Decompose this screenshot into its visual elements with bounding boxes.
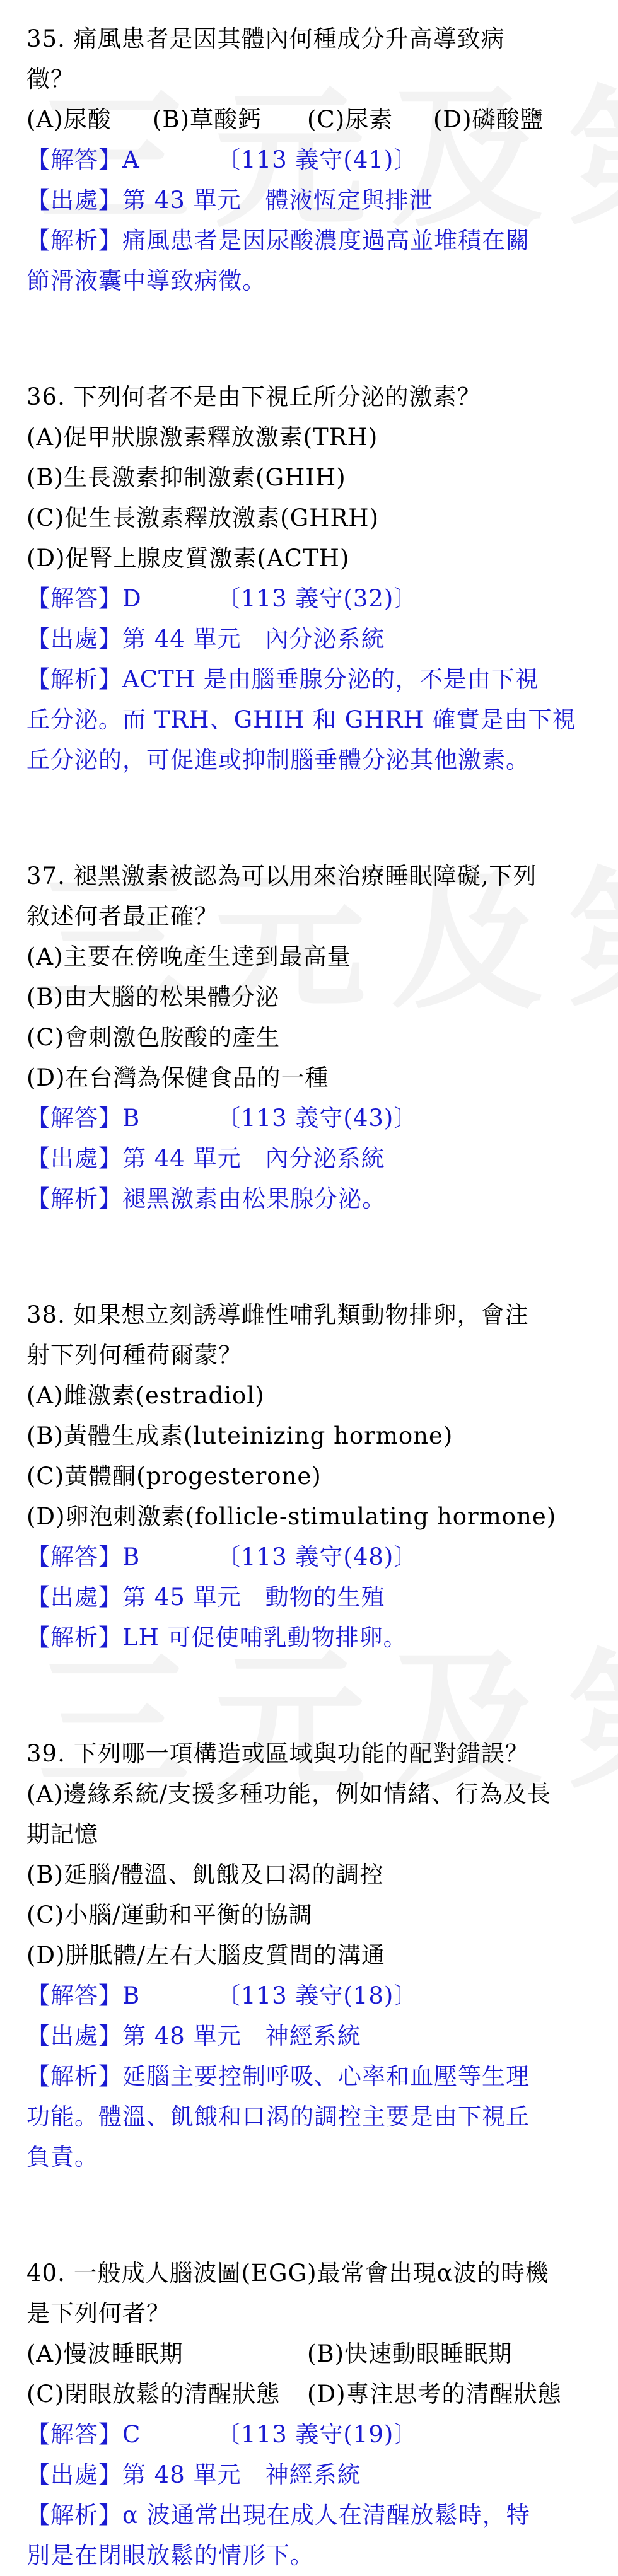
option-c: (C)會刺激色胺酸的產生 — [26, 1024, 281, 1051]
option-a-continued: 期記憶 — [26, 1821, 98, 1848]
option-c: (C)小腦/運動和平衡的協調 — [26, 1901, 313, 1929]
question-39 — [26, 1734, 594, 2178]
source-label: 【出處】 — [26, 187, 122, 214]
option-b: (B)草酸鈣 — [153, 106, 262, 133]
option-a: (A)慢波睡眠期 — [26, 2340, 184, 2367]
source-label: 【出處】 — [26, 625, 122, 653]
source-label: 【出處】 — [26, 1145, 122, 1172]
question-stem-line: 射下列何種荷爾蒙？ — [26, 1342, 242, 1369]
answer-label: 【解答】 — [26, 585, 122, 612]
question-stem-line: 40. 一般成人腦波圖(EGG)最常會出現α波的時機 — [26, 2260, 549, 2287]
question-40 — [26, 2253, 594, 2576]
question-stem-line: 是下列何者？ — [26, 2300, 170, 2327]
option-a: (A)邊緣系統/支援多種功能，例如情緒、行為及長 — [26, 1780, 552, 1807]
source-label: 【出處】 — [26, 2022, 122, 2050]
source-text: 第 44 單元 內分泌系統 — [122, 1145, 385, 1172]
options-row — [26, 2334, 594, 2374]
answer-value: B — [122, 1982, 141, 2009]
option-b: (B)快速動眼睡眠期 — [307, 2340, 513, 2367]
answer-line — [26, 140, 594, 180]
source-text: 第 48 單元 神經系統 — [122, 2461, 361, 2488]
option-d: (D)胼胝體/左右大腦皮質間的溝通 — [26, 1942, 386, 1969]
option-a: (A)尿酸 — [26, 106, 112, 133]
question-stem-line: 徵？ — [26, 66, 74, 93]
question-page — [26, 19, 594, 2576]
explanation-label: 【解析】 — [26, 666, 122, 693]
explanation-line: 丘分泌。而 TRH、GHIH 和 GHRH 確實是由下視 — [26, 706, 576, 733]
source-text: 第 44 單元 內分泌系統 — [122, 625, 385, 653]
answer-line — [26, 579, 594, 619]
options-row — [26, 100, 594, 140]
explanation-label: 【解析】 — [26, 227, 122, 254]
question-stem-line: 37. 褪黑激素被認為可以用來治療睡眠障礙,下列 — [26, 862, 537, 890]
source-line — [26, 1577, 594, 1618]
explanation-line: 負責。 — [26, 2144, 98, 2171]
option-c: (C)尿素 — [307, 106, 394, 133]
option-b: (B)生長激素抑制激素(GHIH) — [26, 464, 346, 491]
explanation-line: 節滑液囊中導致病徵。 — [26, 267, 266, 294]
source-line — [26, 1139, 594, 1179]
answer-value: C — [122, 2421, 141, 2448]
explanation-text: α 波通常出現在成人在清醒放鬆時，特 — [122, 2502, 530, 2529]
source-label: 【出處】 — [26, 1584, 122, 1611]
explanation-label: 【解析】 — [26, 1185, 122, 1212]
answer-label: 【解答】 — [26, 1543, 122, 1570]
answer-label: 【解答】 — [26, 146, 122, 173]
option-d: (D)磷酸鹽 — [433, 106, 544, 133]
question-35 — [26, 19, 594, 301]
option-b: (B)延腦/體溫、飢餓及口渴的調控 — [26, 1861, 384, 1888]
explanation-label: 【解析】 — [26, 1624, 122, 1651]
question-37 — [26, 856, 594, 1219]
exam-source: 〔113 義守(19)〕 — [217, 2421, 418, 2448]
explanation-line: 別是在閉眼放鬆的情形下。 — [26, 2542, 314, 2569]
question-stem-line: 38. 如果想立刻誘導雌性哺乳類動物排卵，會注 — [26, 1301, 529, 1328]
source-line — [26, 180, 594, 221]
exam-source: 〔113 義守(48)〕 — [217, 1543, 418, 1570]
option-c: (C)閉眼放鬆的清醒狀態 — [26, 2381, 281, 2408]
option-d: (D)在台灣為保健食品的一種 — [26, 1064, 329, 1091]
option-b: (B)黃體生成素(luteinizing hormone) — [26, 1422, 453, 1449]
option-c: (C)促生長激素釋放激素(GHRH) — [26, 504, 379, 531]
source-text: 第 45 單元 動物的生殖 — [122, 1584, 385, 1611]
answer-value: B — [122, 1543, 141, 1570]
exam-source: 〔113 義守(18)〕 — [217, 1982, 418, 2009]
exam-source: 〔113 義守(43)〕 — [217, 1105, 418, 1132]
option-a: (A)促甲狀腺激素釋放激素(TRH) — [26, 424, 378, 451]
explanation-label: 【解析】 — [26, 2063, 122, 2090]
option-a: (A)雌激素(estradiol) — [26, 1382, 265, 1409]
question-stem-line: 35. 痛風患者是因其體內何種成分升高導致病 — [26, 25, 505, 52]
answer-label: 【解答】 — [26, 2421, 122, 2448]
explanation-line — [26, 1179, 594, 1219]
source-line — [26, 2016, 594, 2057]
question-36 — [26, 377, 594, 780]
answer-line — [26, 2415, 594, 2455]
explanation-line — [26, 2057, 594, 2097]
answer-label: 【解答】 — [26, 1982, 122, 2009]
answer-value: B — [122, 1105, 141, 1132]
answer-value: D — [122, 585, 142, 612]
answer-line — [26, 1537, 594, 1577]
explanation-line: 丘分泌的，可促進或抑制腦垂體分泌其他激素。 — [26, 746, 530, 774]
option-a: (A)主要在傍晚產生達到最高量 — [26, 943, 351, 970]
source-line — [26, 2455, 594, 2495]
question-stem-line: 敘述何者最正確？ — [26, 903, 218, 930]
explanation-line — [26, 659, 594, 700]
option-c: (C)黃體酮(progesterone) — [26, 1463, 322, 1490]
explanation-text: 褪黑激素由松果腺分泌。 — [122, 1185, 386, 1212]
source-label: 【出處】 — [26, 2461, 122, 2488]
source-text: 第 43 單元 體液恆定與排泄 — [122, 187, 433, 214]
explanation-text: 痛風患者是因尿酸濃度過高並堆積在關 — [122, 227, 530, 254]
exam-source: 〔113 義守(41)〕 — [217, 146, 418, 173]
source-text: 第 48 單元 神經系統 — [122, 2022, 361, 2050]
explanation-line — [26, 1618, 594, 1658]
exam-source: 〔113 義守(32)〕 — [217, 585, 418, 612]
explanation-text: ACTH 是由腦垂腺分泌的，不是由下視 — [122, 666, 539, 693]
question-stem-line: 36. 下列何者不是由下視丘所分泌的激素？ — [26, 383, 481, 410]
explanation-text: LH 可促使哺乳動物排卵。 — [122, 1624, 407, 1651]
explanation-line — [26, 221, 594, 261]
options-row — [26, 2374, 594, 2415]
explanation-text: 延腦主要控制呼吸、心率和血壓等生理 — [122, 2063, 530, 2090]
explanation-line: 功能。體溫、飢餓和口渴的調控主要是由下視丘 — [26, 2103, 530, 2130]
source-line — [26, 619, 594, 659]
answer-line — [26, 1976, 594, 2016]
option-d: (D)專注思考的清醒狀態 — [307, 2381, 562, 2408]
explanation-line — [26, 2495, 594, 2536]
option-b: (B)由大腦的松果體分泌 — [26, 983, 280, 1011]
option-d: (D)卵泡刺激素(follicle-stimulating hormone) — [26, 1503, 557, 1530]
option-d: (D)促腎上腺皮質激素(ACTH) — [26, 545, 350, 572]
question-stem-line: 39. 下列哪一項構造或區域與功能的配對錯誤？ — [26, 1740, 529, 1767]
answer-label: 【解答】 — [26, 1105, 122, 1132]
question-38 — [26, 1295, 594, 1658]
answer-line — [26, 1098, 594, 1139]
answer-value: A — [122, 146, 140, 173]
explanation-label: 【解析】 — [26, 2502, 122, 2529]
